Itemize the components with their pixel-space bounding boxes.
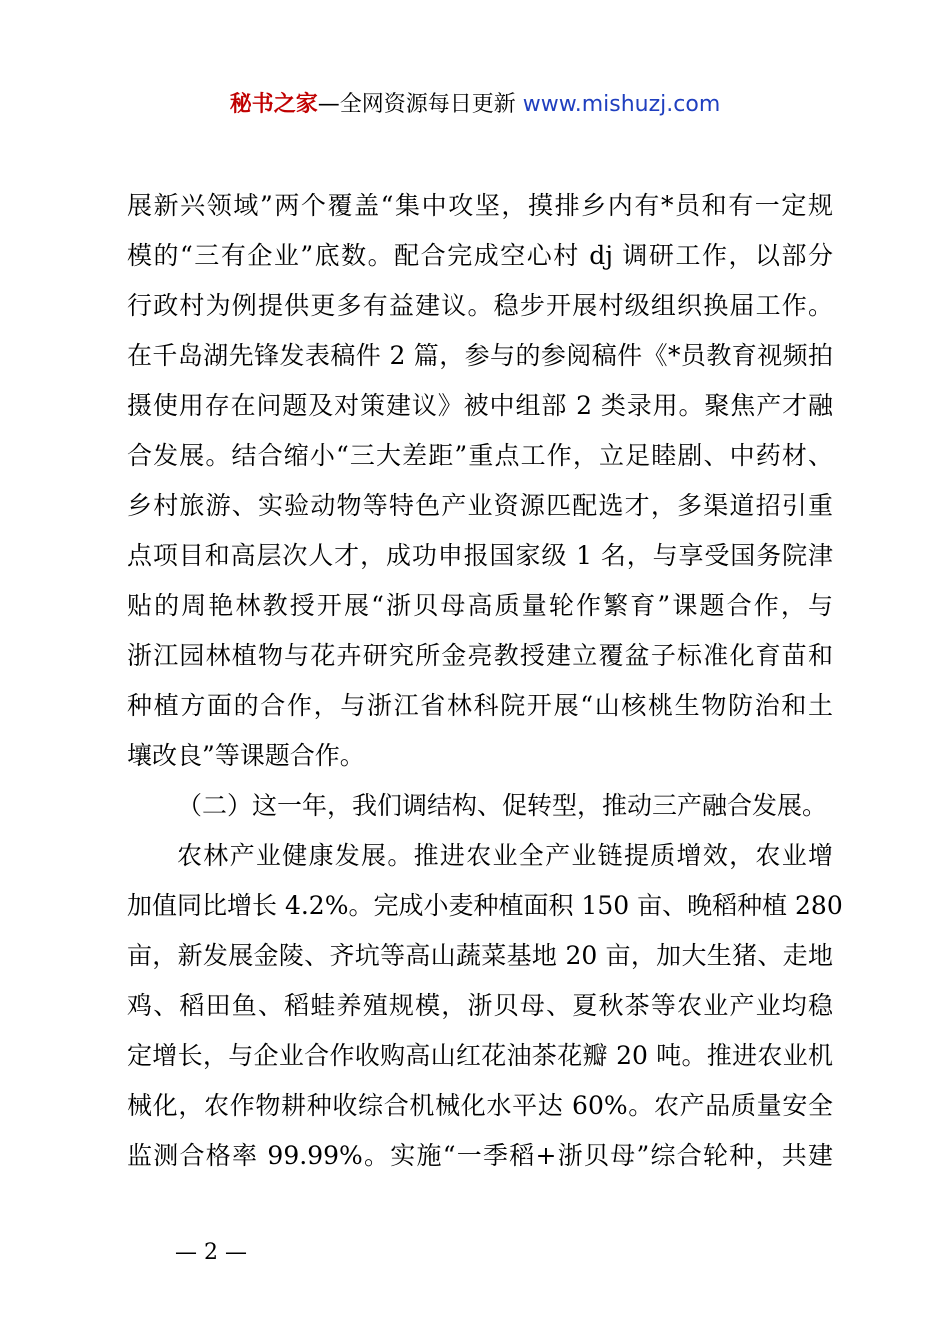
- text-line: 乡村旅游、实验动物等特色产业资源匹配选才，多渠道招引重: [127, 491, 833, 520]
- text-line: 农林产业健康发展。推进农业全产业链提质增效，农业增: [177, 841, 833, 870]
- paragraph-3: [127, 831, 843, 1181]
- header-slogan: —全网资源每日更新: [317, 92, 523, 117]
- text-line: 种植方面的合作，与浙江省林科院开展“山核桃生物防治和土: [127, 691, 833, 720]
- header-website-link[interactable]: www.mishuzj.com: [522, 92, 721, 117]
- section-heading: [127, 781, 833, 831]
- text-line: 壤改良”等课题合作。: [127, 741, 365, 770]
- text-line: 加值同比增长 4.2%。完成小麦种植面积 150 亩、晚稻种植 280: [127, 891, 843, 920]
- text-line: 摄使用存在问题及对策建议》被中组部 2 类录用。聚焦产才融: [127, 391, 833, 420]
- header-brand: 秘书之家: [229, 92, 318, 117]
- text-line: 械化，农作物耕种收综合机械化水平达 60%。农产品质量安全: [127, 1091, 833, 1120]
- text-line: 浙江园林植物与花卉研究所金亮教授建立覆盆子标准化育苗和: [127, 641, 833, 670]
- page-header: [0, 88, 950, 122]
- text-line: 监测合格率 99.99%。实施“一季稻+浙贝母”综合轮种，共建: [127, 1141, 833, 1170]
- text-line: 贴的周艳林教授开展“浙贝母高质量轮作繁育”课题合作，与: [127, 591, 833, 620]
- text-line: 定增长，与企业合作收购高山红花油茶花瓣 20 吨。推进农业机: [127, 1041, 833, 1070]
- text-line: 亩，新发展金陵、齐坑等高山蔬菜基地 20 亩，加大生猪、走地: [127, 941, 833, 970]
- page-number: — 2 —: [175, 1240, 247, 1265]
- document-body: [127, 181, 843, 1181]
- text-line: 展新兴领域”两个覆盖“集中攻坚，摸排乡内有*员和有一定规: [127, 191, 833, 220]
- text-line: 合发展。结合缩小“三大差距”重点工作，立足睦剧、中药材、: [127, 441, 833, 470]
- paragraph-1: [127, 181, 833, 781]
- text-line: 在千岛湖先锋发表稿件 2 篇，参与的参阅稿件《*员教育视频拍: [127, 341, 833, 370]
- text-line: 点项目和高层次人才，成功申报国家级 1 名，与享受国务院津: [127, 541, 833, 570]
- text-line: 模的“三有企业”底数。配合完成空心村 dj 调研工作，以部分: [127, 241, 833, 270]
- text-line: 鸡、稻田鱼、稻蛙养殖规模，浙贝母、夏秋茶等农业产业均稳: [127, 991, 833, 1020]
- text-line: 行政村为例提供更多有益建议。稳步开展村级组织换届工作。: [127, 291, 833, 320]
- section-heading-text: （二）这一年，我们调结构、促转型，推动三产融合发展。: [177, 791, 828, 820]
